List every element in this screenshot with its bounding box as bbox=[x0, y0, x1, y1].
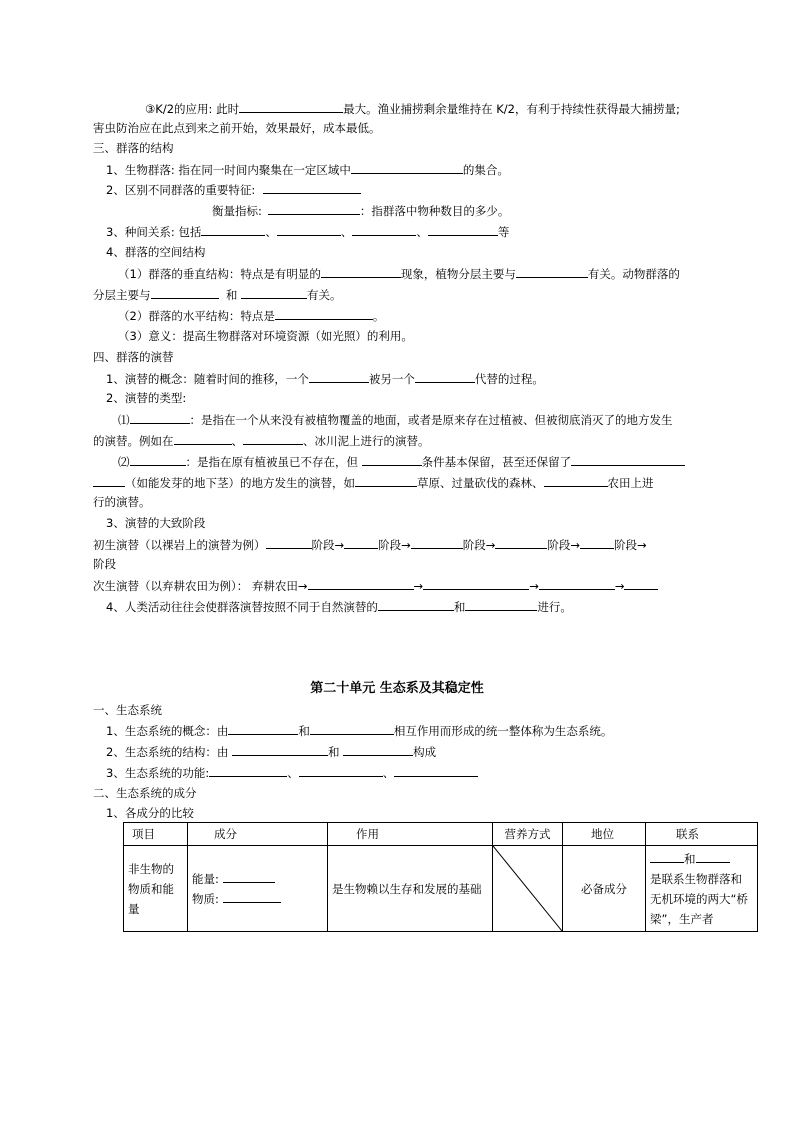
blank[interactable] bbox=[263, 181, 361, 194]
cell-item: 非生物的物质和能量 bbox=[124, 846, 188, 932]
blank[interactable] bbox=[209, 764, 287, 777]
cell-role: 是生物赖以生存和发展的基础 bbox=[328, 846, 493, 932]
primary-stages: 初生演替（以裸岩上的演替为例） 阶段→ 阶段→ 阶段→ 阶段→ 阶段→ bbox=[93, 538, 647, 552]
blank[interactable] bbox=[223, 890, 281, 903]
section-heading: 四、群落的演替 bbox=[93, 350, 174, 364]
interspecies-line: 3、种间关系: 包括 、 、 、 等 bbox=[106, 225, 510, 239]
blank[interactable] bbox=[299, 764, 383, 777]
blank[interactable] bbox=[130, 411, 190, 424]
blank[interactable] bbox=[201, 223, 265, 236]
blank[interactable] bbox=[308, 577, 414, 590]
stages-heading: 3、演替的大致阶段 bbox=[106, 516, 206, 530]
secondary-succession-3: 行的演替。 bbox=[93, 495, 151, 509]
blank[interactable] bbox=[355, 474, 417, 487]
blank[interactable] bbox=[239, 100, 343, 113]
blank[interactable] bbox=[343, 743, 413, 756]
section-heading: 一、生态系统 bbox=[93, 703, 162, 717]
blank[interactable] bbox=[650, 850, 684, 863]
cell-nutrition-empty bbox=[493, 846, 563, 932]
table-row bbox=[124, 846, 758, 932]
blank[interactable] bbox=[344, 536, 378, 549]
blank[interactable] bbox=[544, 474, 608, 487]
blank[interactable] bbox=[362, 453, 422, 466]
ecosystem-structure: 2、生态系统的结构：由 和 构成 bbox=[106, 745, 437, 759]
blank[interactable] bbox=[696, 850, 730, 863]
cell-status: 必备成分 bbox=[563, 846, 646, 932]
secondary-succession-2: （如能发芽的地下茎）的地方发生的演替，如 草原、过量砍伐的森林、 农田上进 bbox=[93, 474, 654, 491]
blank[interactable] bbox=[411, 536, 463, 549]
diagonal-slash bbox=[493, 846, 562, 931]
blank[interactable] bbox=[571, 453, 685, 466]
blank[interactable] bbox=[309, 370, 369, 383]
unit-title: 第二十单元 生态系及其稳定性 bbox=[310, 681, 484, 696]
blank[interactable] bbox=[428, 223, 498, 236]
human-activity: 4、人类活动往往会使群落演替按照不同于自然演替的 和 进行。 bbox=[106, 600, 572, 614]
header-role: 作用 bbox=[328, 823, 493, 846]
header-link: 联系 bbox=[646, 823, 758, 846]
table-header-row bbox=[124, 823, 758, 846]
section-heading: 三、群落的结构 bbox=[93, 141, 174, 155]
blank[interactable] bbox=[232, 743, 328, 756]
succession-types: 2、演替的类型: bbox=[106, 391, 187, 405]
measure-line: 衡量指标: ：指群落中物种数目的多少。 bbox=[212, 204, 510, 218]
community-def: 1、生物群落: 指在同一时间内聚集在一定区域中 的集合。 bbox=[106, 163, 509, 177]
blank[interactable] bbox=[228, 722, 298, 735]
blank[interactable] bbox=[394, 764, 478, 777]
blank[interactable] bbox=[266, 536, 312, 549]
ecosystem-def: 1、生态系统的概念：由 和 相互作用而形成的统一整体称为生态系统。 bbox=[106, 724, 613, 738]
header-component: 成分 bbox=[188, 823, 328, 846]
vertical-structure-2: 分层主要与 和 有关。 bbox=[93, 288, 342, 302]
secondary-stages: 次生演替（以弃耕农田为例）： 弃耕农田→ → → → bbox=[93, 577, 658, 594]
header-status: 地位 bbox=[563, 823, 646, 846]
blank[interactable] bbox=[277, 223, 341, 236]
compare-heading: 1、各成分的比较 bbox=[106, 806, 194, 820]
feature-line: 2、区别不同群落的重要特征: bbox=[106, 181, 361, 198]
blank[interactable] bbox=[93, 474, 125, 487]
secondary-succession: ⑵ ：是指在原有植被虽已不存在，但 条件基本保留，甚至还保留了 bbox=[118, 453, 685, 470]
primary-stages-end: 阶段 bbox=[93, 557, 116, 571]
spatial-heading: 4、群落的空间结构 bbox=[106, 245, 206, 259]
blank[interactable] bbox=[352, 223, 416, 236]
vertical-structure: （1）群落的垂直结构：特点是有明显的 现象，植物分层主要与 有关。动物群落的 bbox=[118, 267, 680, 281]
blank[interactable] bbox=[241, 286, 307, 299]
blank[interactable] bbox=[223, 870, 275, 883]
blank[interactable] bbox=[310, 722, 394, 735]
section-heading: 二、生态系统的成分 bbox=[93, 786, 197, 800]
blank[interactable] bbox=[351, 161, 463, 174]
cell-component: 能量: 物质: bbox=[188, 846, 328, 932]
k2-line2: 害虫防治应在此点到来之前开始，效果最好，成本最低。 bbox=[93, 121, 381, 135]
cell-link: 和 是联系生物群落和无机环境的两大“桥梁”，生产者 bbox=[646, 846, 758, 932]
blank[interactable] bbox=[378, 598, 454, 611]
blank[interactable] bbox=[624, 577, 658, 590]
blank[interactable] bbox=[268, 202, 360, 215]
blank[interactable] bbox=[321, 265, 401, 278]
header-item: 项目 bbox=[124, 823, 188, 846]
horizontal-structure: （2）群落的水平结构：特点是 。 bbox=[118, 309, 385, 323]
blank[interactable] bbox=[580, 536, 614, 549]
significance: （3）意义：提高生物群落对环境资源（如光照）的利用。 bbox=[118, 329, 413, 343]
blank[interactable] bbox=[516, 265, 588, 278]
blank[interactable] bbox=[423, 577, 529, 590]
blank[interactable] bbox=[243, 432, 303, 445]
primary-succession-2: 的演替。例如在 、 、冰川泥上进行的演替。 bbox=[93, 434, 430, 448]
blank[interactable] bbox=[151, 286, 219, 299]
blank[interactable] bbox=[174, 432, 232, 445]
blank[interactable] bbox=[465, 598, 537, 611]
k2-line: ③K/2的应用: 此时 最大。渔业捕捞剩余量维持在 K/2，有利于持续性获得最大捕捞量; bbox=[145, 102, 680, 116]
blank[interactable] bbox=[495, 536, 547, 549]
succession-def: 1、演替的概念：随着时间的推移，一个 被另一个 代替的过程。 bbox=[106, 372, 544, 386]
component-comparison-table bbox=[123, 822, 758, 932]
primary-succession: ⑴ ：是指在一个从来没有被植物覆盖的地面，或者是原来存在过植被、但被彻底消灭了的地方发生 bbox=[118, 413, 673, 427]
blank[interactable] bbox=[539, 577, 615, 590]
header-nutrition: 营养方式 bbox=[493, 823, 563, 846]
ecosystem-function: 3、生态系统的功能: 、 、 bbox=[106, 764, 478, 781]
blank[interactable] bbox=[415, 370, 475, 383]
blank[interactable] bbox=[275, 307, 373, 320]
blank[interactable] bbox=[130, 453, 186, 466]
